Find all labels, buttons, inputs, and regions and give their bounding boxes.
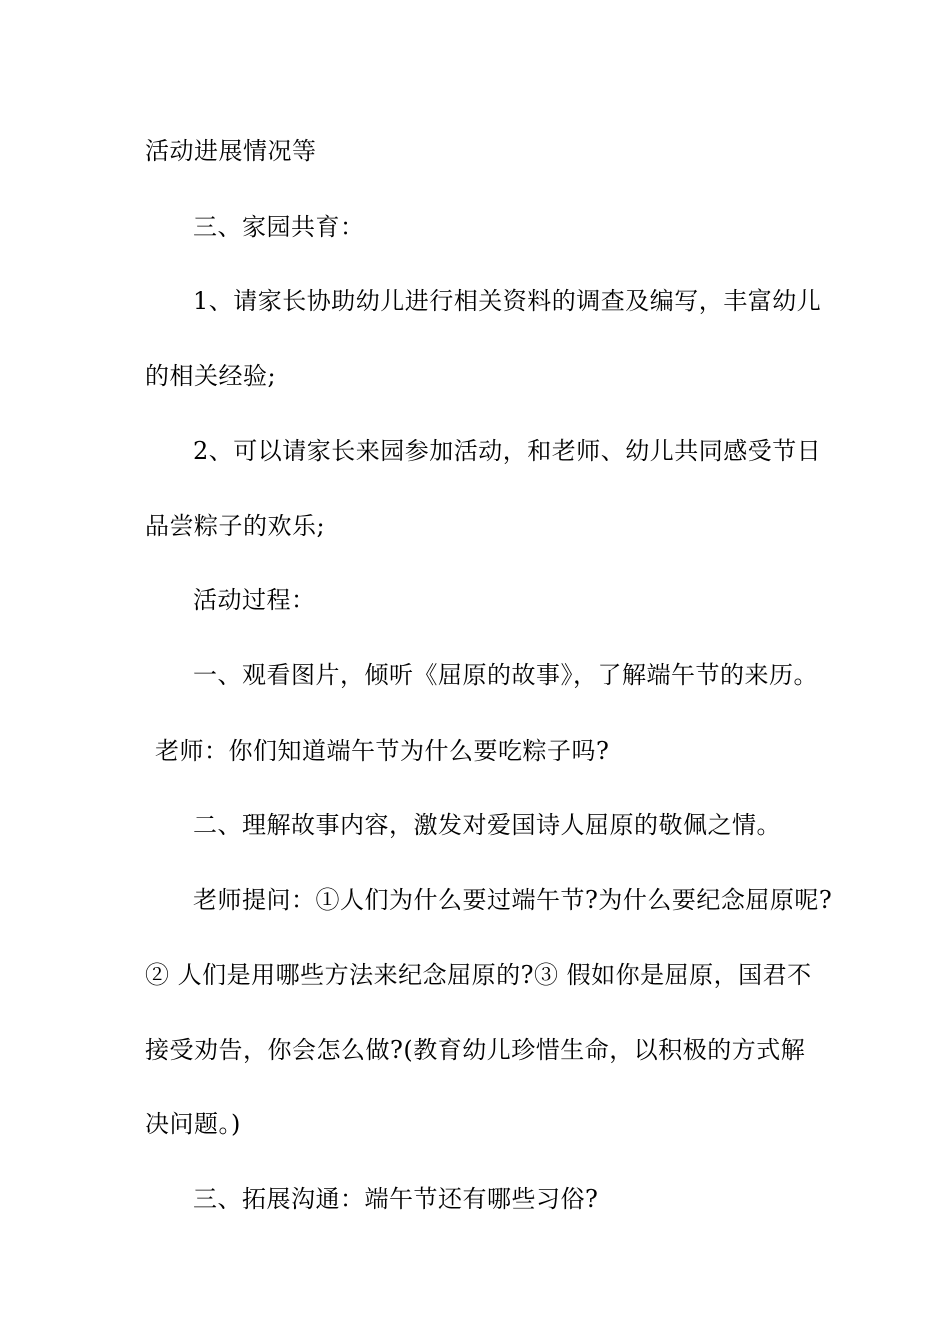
text-line-8: 一、观看图片，倾听《屈原的故事》，了解端午节的来历。	[193, 661, 818, 689]
text-line-5: 2、可以请家长来园参加活动，和老师、幼儿共同感受节日	[193, 437, 822, 465]
text-line-14: 决问题。)	[145, 1110, 241, 1138]
text-line-15: 三、拓展沟通：端午节还有哪些习俗?	[193, 1185, 599, 1213]
text-line-3: 1、请家长协助幼儿进行相关资料的调查及编写，丰富幼儿	[193, 287, 822, 315]
section-heading-activity-process: 活动过程：	[193, 586, 316, 614]
text-line-9: 老师：你们知道端午节为什么要吃粽子吗?	[155, 737, 610, 765]
text-line-4: 的相关经验;	[145, 362, 277, 390]
text-line-11: 老师提问：①人们为什么要过端午节?为什么要纪念屈原呢?	[193, 886, 833, 914]
text-line-1: 活动进展情况等	[145, 137, 317, 165]
text-line-6: 品尝粽子的欢乐;	[145, 512, 326, 540]
text-line-12: ② 人们是用哪些方法来纪念屈原的?③ 假如你是屈原，国君不	[145, 961, 812, 989]
text-line-10: 二、理解故事内容，激发对爱国诗人屈原的敬佩之情。	[193, 811, 781, 839]
text-line-13: 接受劝告，你会怎么做?(教育幼儿珍惜生命，以积极的方式解	[145, 1036, 806, 1064]
section-heading-home-school: 三、家园共育：	[193, 213, 365, 241]
